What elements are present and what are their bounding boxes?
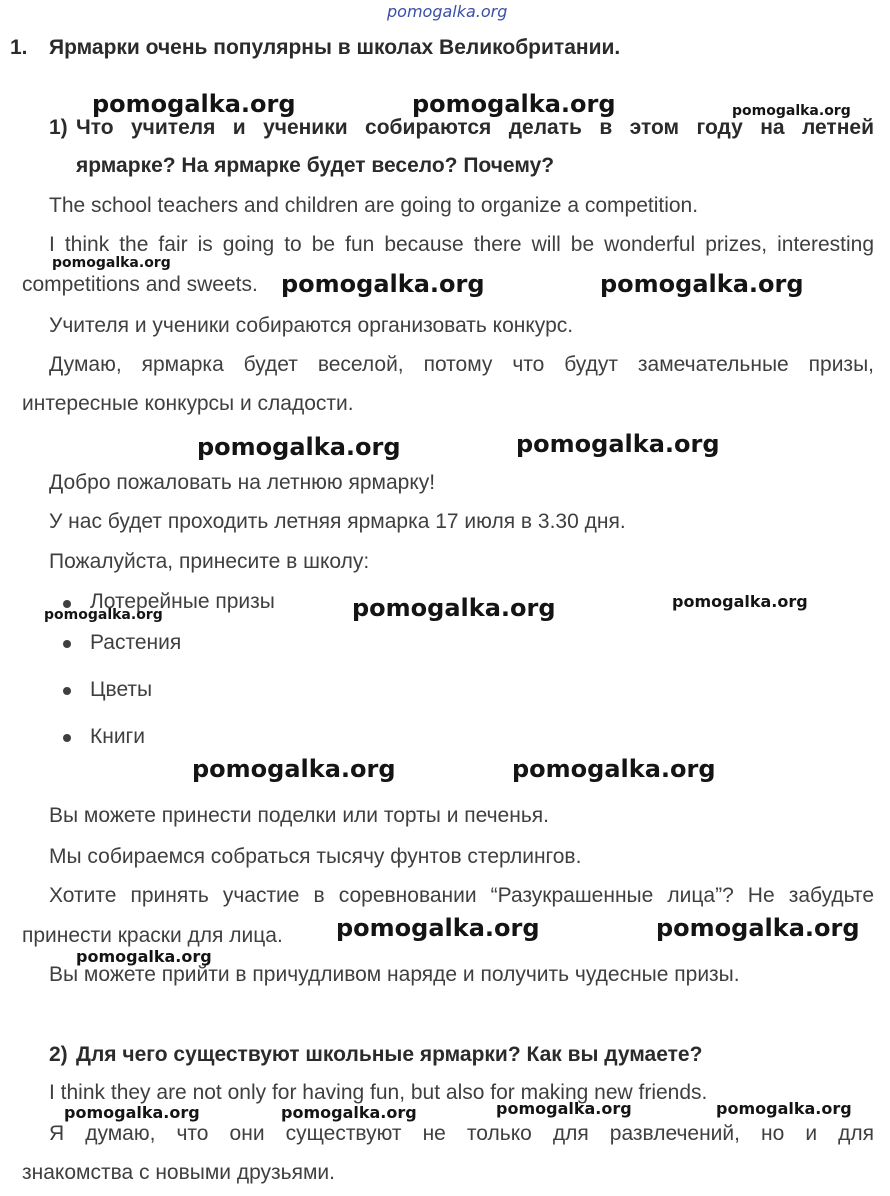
watermark: pomogalka.org bbox=[281, 1103, 417, 1122]
q1-label: 1) bbox=[49, 116, 68, 139]
poster-item: Лотерейные призы bbox=[90, 590, 275, 613]
poster-item: Цветы bbox=[90, 678, 153, 701]
poster-crafts: Вы можете принести поделки или торты и печенья. bbox=[49, 804, 549, 827]
poster-welcome: Добро пожаловать на летнюю ярмарку! bbox=[49, 471, 436, 494]
q2-label: 2) bbox=[49, 1043, 68, 1066]
poster-date: У нас будет проходить летняя ярмарка 17 июля в 3.30 дня. bbox=[49, 510, 626, 533]
poster-goal: Мы собираемся собраться тысячу фунтов стерлингов. bbox=[49, 845, 582, 868]
watermark: pomogalka.org bbox=[192, 755, 396, 783]
q2-answer-ru-a: Я думаю, что они существуют не только для развлечений, но и для bbox=[49, 1122, 874, 1145]
poster-item: Растения bbox=[90, 631, 182, 654]
poster-item: Книги bbox=[90, 725, 145, 748]
q1-answer-en-1: The school teachers and children are going to organize a competition. bbox=[49, 194, 699, 217]
watermark: pomogalka.org bbox=[92, 90, 296, 118]
watermark: pomogalka.org bbox=[600, 270, 804, 298]
watermark: pomogalka.org bbox=[656, 914, 860, 942]
poster-bring-intro: Пожалуйста, принесите в школу: bbox=[49, 550, 370, 573]
watermark: pomogalka.org bbox=[281, 270, 485, 298]
watermark: pomogalka.org bbox=[44, 607, 163, 623]
q1-answer-ru-1: Учителя и ученики собираются организовать конкурс. bbox=[49, 314, 574, 337]
watermark: pomogalka.org bbox=[512, 755, 716, 783]
watermark: pomogalka.org bbox=[336, 914, 540, 942]
poster-face-b: принести краски для лица. bbox=[22, 924, 283, 947]
watermark: pomogalka.org bbox=[732, 103, 851, 119]
q1-question-line1: Что учителя и ученики собираются делать в этом году на летней bbox=[76, 116, 874, 139]
watermark: pomogalka.org bbox=[352, 594, 556, 622]
watermark: pomogalka.org bbox=[716, 1099, 852, 1118]
watermark: pomogalka.org bbox=[496, 1099, 632, 1118]
bullet-icon bbox=[63, 687, 71, 695]
q1-question-line2: ярмарке? На ярмарке будет весело? Почему? bbox=[76, 154, 555, 177]
poster-costume: Вы можете прийти в причудливом наряде и получить чудесные призы. bbox=[49, 963, 740, 986]
watermark: pomogalka.org bbox=[197, 433, 401, 461]
watermark: pomogalka.org bbox=[64, 1103, 200, 1122]
watermark: pomogalka.org bbox=[672, 592, 808, 611]
q2-question: Для чего существуют школьные ярмарки? Как вы думаете? bbox=[76, 1043, 703, 1066]
watermark: pomogalka.org bbox=[412, 90, 616, 118]
q1-answer-ru-2b: интересные конкурсы и сладости. bbox=[22, 392, 354, 415]
q1-answer-ru-2a: Думаю, ярмарка будет веселой, потому что будут замечательные призы, bbox=[49, 353, 874, 376]
site-watermark-top: pomogalka.org bbox=[387, 2, 508, 21]
q2-answer-ru-b: знакомства с новыми друзьями. bbox=[22, 1161, 336, 1184]
q1-answer-en-2a: I think the fair is going to be fun because there will be wonderful prizes, interesting bbox=[49, 233, 874, 256]
task-title: Ярмарки очень популярны в школах Великобритании. bbox=[49, 36, 621, 59]
q1-answer-en-2b: competitions and sweets. bbox=[22, 273, 258, 296]
bullet-icon bbox=[63, 640, 71, 648]
bullet-icon bbox=[63, 734, 71, 742]
watermark: pomogalka.org bbox=[516, 430, 720, 458]
task-number: 1. bbox=[10, 36, 28, 59]
q2-answer-en: I think they are not only for having fun, but also for making new friends. bbox=[49, 1081, 708, 1104]
poster-face-a: Хотите принять участие в соревновании “Разукрашенные лица”? Не забудьте bbox=[49, 884, 874, 907]
watermark: pomogalka.org bbox=[52, 255, 171, 271]
watermark: pomogalka.org bbox=[76, 947, 212, 966]
